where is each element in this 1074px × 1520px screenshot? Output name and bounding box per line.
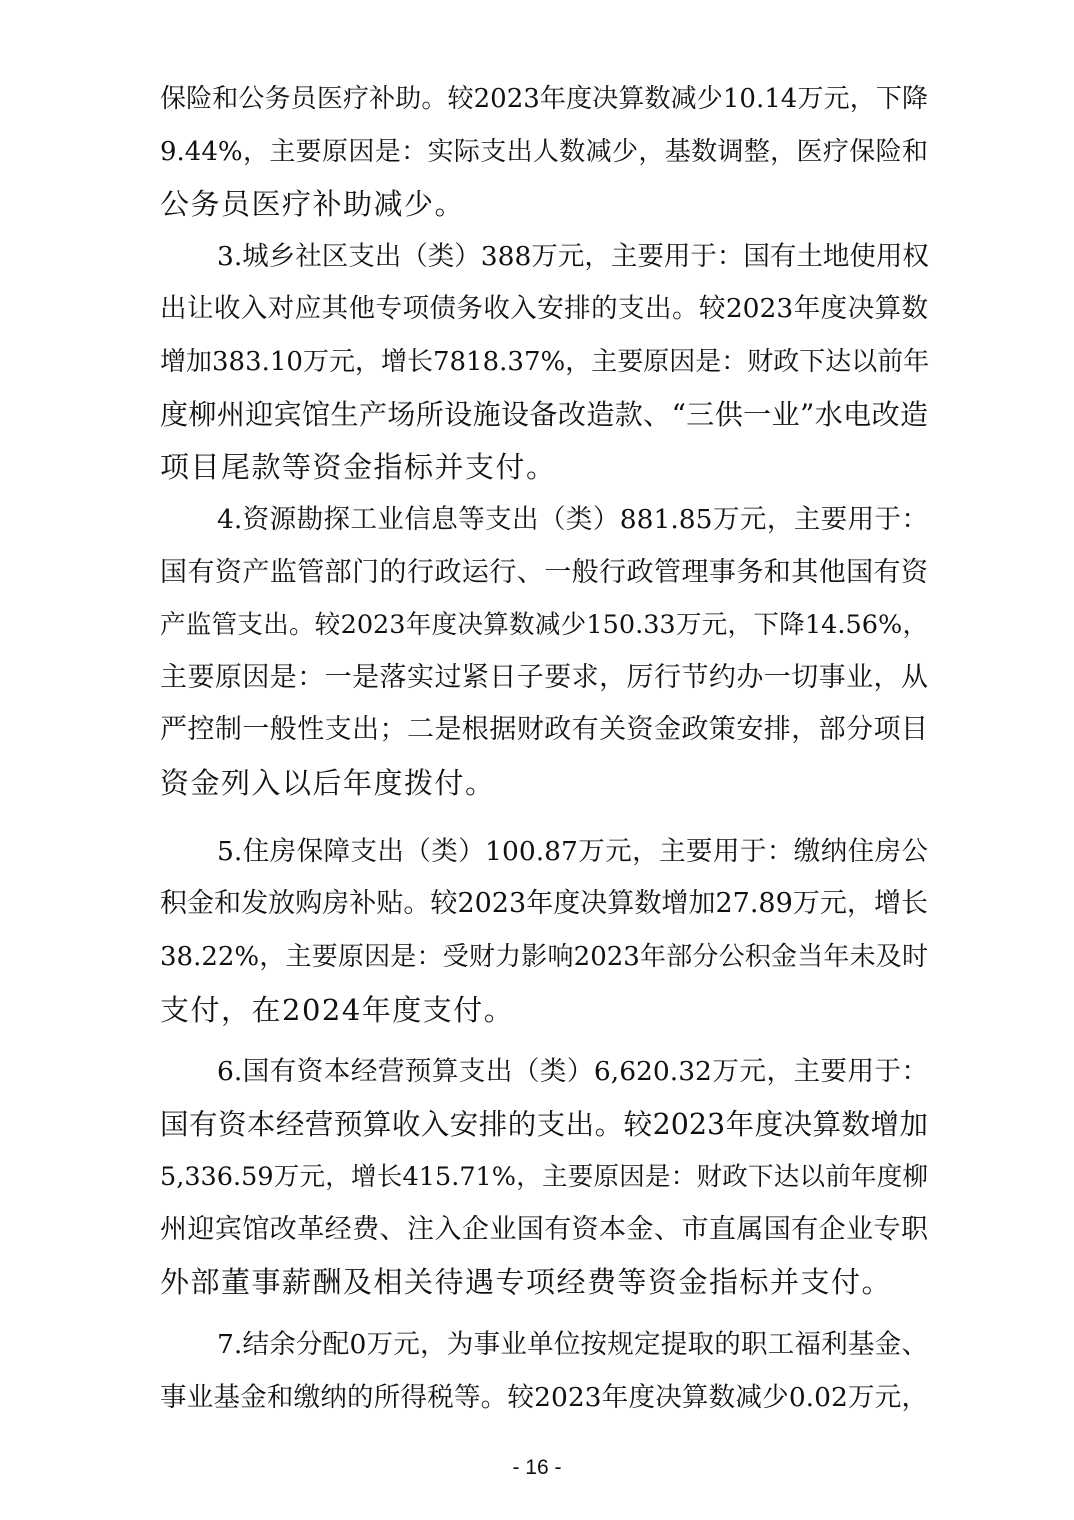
text-line: 项目尾款等资金指标并支付。 <box>160 450 557 484</box>
text-line: 公务员医疗补助减少。 <box>160 187 466 221</box>
text-line: 38.22%，主要原因是：受财力影响2023年部分公积金当年未及时 <box>160 942 928 972</box>
text-line: 保险和公务员医疗补助。较2023年度决算数减少10.14万元，下降 <box>160 84 928 114</box>
text-line: 6.国有资本经营预算支出（类）6,620.32万元，主要用于： <box>217 1056 928 1087</box>
text-line: 国有资本经营预算收入安排的支出。较2023年度决算数增加 <box>160 1108 928 1141</box>
text-line: 积金和发放购房补贴。较2023年度决算数增加27.89万元，增长 <box>160 888 928 919</box>
text-line: 主要原因是：一是落实过紧日子要求，厉行节约办一切事业，从 <box>160 662 928 693</box>
text-line: 4.资源勘探工业信息等支出（类）881.85万元，主要用于： <box>217 504 928 535</box>
text-line: 增加383.10万元，增长7818.37%，主要原因是：财政下达以前年 <box>160 347 930 377</box>
text-line: 事业基金和缴纳的所得税等。较2023年度决算数减少0.02万元， <box>160 1382 928 1413</box>
text-line: 出让收入对应其他专项债务收入安排的支出。较2023年度决算数 <box>160 293 928 324</box>
text-line: 外部董事薪酬及相关待遇专项经费等资金指标并支付。 <box>160 1265 893 1299</box>
text-line: 严控制一般性支出；二是根据财政有关资金政策安排，部分项目 <box>160 714 928 745</box>
text-line: 5,336.59万元，增长415.71%，主要原因是：财政下达以前年度柳 <box>160 1162 928 1192</box>
text-line: 支付，在2024年度支付。 <box>160 993 515 1027</box>
text-line: 5.住房保障支出（类）100.87万元，主要用于：缴纳住房公 <box>217 836 928 867</box>
text-line: 资金列入以后年度拨付。 <box>160 766 496 800</box>
text-line: 州迎宾馆改革经费、注入企业国有资本金、市直属国有企业专职 <box>160 1214 928 1245</box>
text-line: 9.44%，主要原因是：实际支出人数减少，基数调整，医疗保险和 <box>160 137 928 167</box>
text-line: 产监管支出。较2023年度决算数减少150.33万元，下降14.56%， <box>160 610 928 640</box>
text-line: 国有资产监管部门的行政运行、一般行政管理事务和其他国有资 <box>160 557 928 588</box>
text-line: 度柳州迎宾馆生产场所设施设备改造款、“三供一业”水电改造 <box>160 398 928 431</box>
text-line: 7.结余分配0万元，为事业单位按规定提取的职工福利基金、 <box>217 1329 928 1360</box>
text-line: 3.城乡社区支出（类）388万元，主要用于：国有土地使用权 <box>217 241 929 272</box>
page-number: - 16 - <box>512 1456 562 1479</box>
